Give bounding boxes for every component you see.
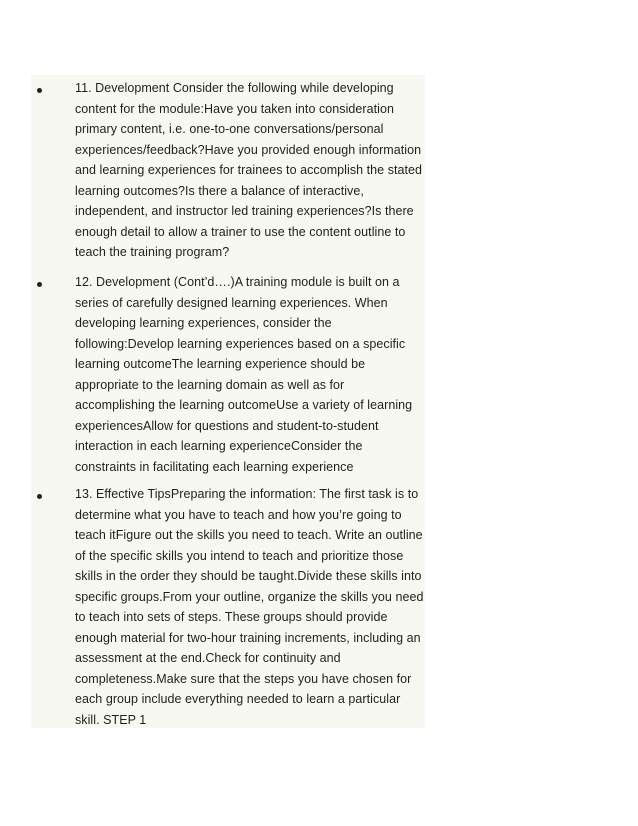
text-line: 13. Effective TipsPreparing the information: The first task is to	[75, 487, 419, 501]
text-line: learning outcomes?Is there a balance of interactive,	[75, 183, 364, 198]
text-line: teach itFigure out the skills you need to teach. Write an outline	[75, 528, 423, 542]
text-line: skill. STEP 1	[75, 712, 147, 727]
text-line: enough material for two-hour training increments, including an	[75, 630, 421, 645]
text-line: and learning experiences for trainees to accomplish the stated	[75, 163, 423, 177]
text-line: interaction in each learning experienceConsider the	[75, 439, 363, 453]
text-line: developing learning experiences, consider the	[75, 316, 332, 330]
text-line: assessment at the end.Check for continuity and	[75, 651, 341, 665]
text-line: experiences/feedback?Have you provided enough information	[75, 142, 422, 157]
text-line: accomplishing the learning outcomeUse a variety of learning	[75, 398, 413, 412]
text-line: of the specific skills you intend to teach and prioritize those	[75, 548, 404, 563]
text-line: to teach into sets of steps. These groups should provide	[75, 610, 388, 624]
text-line: following:Develop learning experiences based on a specific	[75, 336, 406, 351]
text-line: learning outcomeThe learning experience should be	[75, 357, 366, 371]
text-line: content for the module:Have you taken into consideration	[75, 101, 394, 116]
text-line: determine what you have to teach and how you’re going to	[75, 507, 402, 522]
text-line: specific groups.From your outline, organize the skills you need	[75, 589, 424, 604]
text-line: 11. Development Consider the following while developing	[75, 81, 394, 95]
text-line: series of carefully designed learning experiences. When	[75, 295, 388, 310]
text-line: independent, and instructor led training experiences?Is there	[75, 204, 414, 218]
text-line: completeness.Make sure that the steps you have chosen for	[75, 671, 412, 686]
list-item-text	[75, 272, 425, 477]
text-line: skills in the order they should be taught.Divide these skills into	[75, 569, 422, 583]
bullet-icon	[37, 88, 42, 93]
text-line: appropriate to the learning domain as well as for	[75, 377, 345, 392]
text-line: 12. Development (Cont’d….)A training module is built on a	[75, 275, 400, 289]
bullet-icon	[37, 494, 42, 499]
content-panel	[31, 75, 425, 728]
text-line: primary content, i.e. one-to-one conversations/personal	[75, 122, 384, 136]
list-item-text	[75, 484, 425, 730]
list-item-text	[75, 78, 425, 263]
text-line: constraints in facilitating each learning experience	[75, 459, 354, 474]
text-line: enough detail to allow a trainer to use the content outline to	[75, 224, 406, 239]
text-line: experiencesAllow for questions and student-to-student	[75, 418, 379, 433]
bullet-icon	[37, 282, 42, 287]
text-line: teach the training program?	[75, 245, 230, 259]
text-line: each group include everything needed to learn a particular	[75, 692, 401, 706]
